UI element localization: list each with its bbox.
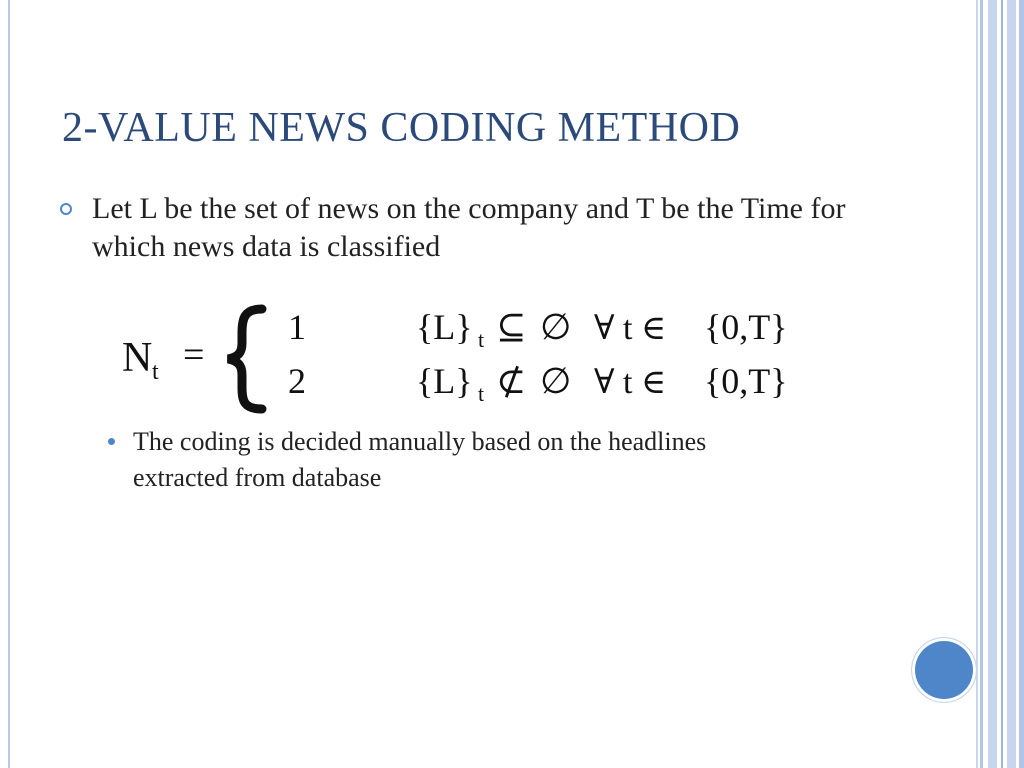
formula-row1-set: {L}	[416, 307, 473, 347]
formula-row2-value: 2	[288, 361, 306, 401]
formula-row1-range: {0,T}	[704, 307, 788, 347]
sub-bullet-text: The coding is decided manually based on the headlines extracted from database	[133, 427, 707, 492]
formula-row1-empty: ∅	[540, 307, 572, 347]
left-border-line	[8, 0, 10, 768]
formula-image	[120, 295, 820, 415]
formula-row1-value: 1	[288, 307, 306, 347]
formula-lhs-sub: t	[152, 359, 159, 385]
formula-brace	[228, 309, 262, 409]
formula-row2-relation: ⊄	[496, 361, 527, 401]
formula-row1-relation: ⊆	[496, 307, 527, 347]
formula-row2-sub: t	[478, 381, 485, 406]
formula-row2-forall: ∀ t ∈	[594, 364, 667, 401]
bullet-dot-icon	[108, 438, 115, 445]
formula-row1-sub: t	[478, 327, 485, 352]
slide-title: 2-VALUE NEWS CODING METHOD	[62, 105, 741, 151]
formula-row2-range: {0,T}	[704, 361, 788, 401]
formula-row1-forall: ∀ t ∈	[594, 310, 667, 347]
formula-lhs: N	[122, 335, 153, 381]
decorative-circle	[912, 638, 976, 702]
bullet-text: Let L be the set of news on the company and T be the Time for which news data is classified	[92, 192, 846, 263]
formula-equals: =	[183, 334, 205, 376]
right-decorative-stripes	[976, 0, 1024, 768]
formula-row2-empty: ∅	[540, 361, 572, 401]
formula-row2-set: {L}	[416, 361, 473, 401]
bullet-ring-icon	[60, 203, 72, 215]
